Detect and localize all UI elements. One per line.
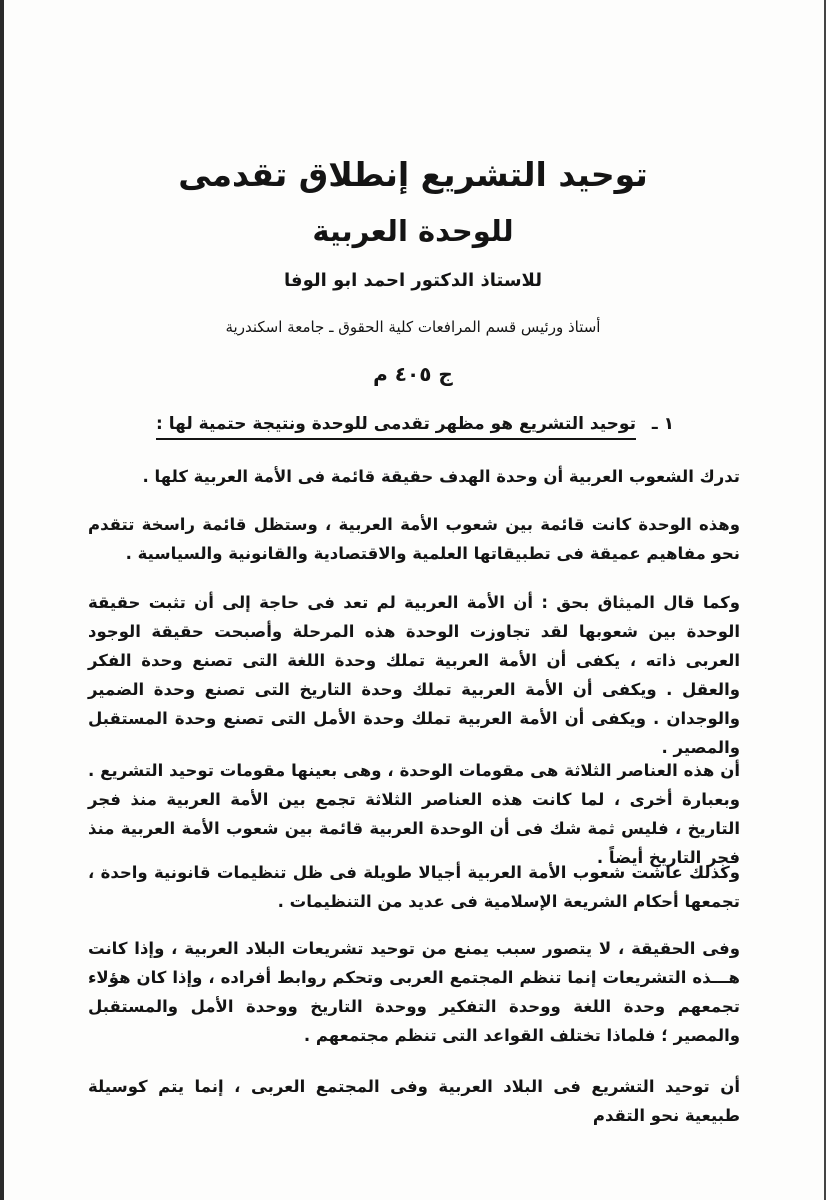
paragraph-7: أن توحيد التشريع فى البلاد العربية وفى المجتمع العربى ، إنما يتم كوسيلة طبيعية نحو التقدم xyxy=(88,1077,740,1125)
section-number: ١ ـ xyxy=(651,414,674,434)
paragraph-6: وفى الحقيقة ، لا يتصور سبب يمنع من توحيد تشريعات البلاد العربية ، وإذا كانت هـــذه التشريعات إنما تنظم المجتمع العربى وتحكم روابط أفراده ، وإذا كان هؤلاء تجمعهم وحدة اللغة ووحدة التفكير ووحدة التاريخ ووحدة الأمل والمستقبل والمصير ؛ فلماذا تختلف القواعد التى تنظم مجتمعهم . xyxy=(88,939,740,1045)
paragraph-5: وكذلك عاشت شعوب الأمة العربية أجيالا طويلة فى ظل تنظيمات قانونية واحدة ، تجمعها أحكام الشريعة الإسلامية فى عديد من التنظيمات . xyxy=(88,863,740,911)
paragraph-1: تدرك الشعوب العربية أن وحدة الهدف حقيقة قائمة فى الأمة العربية كلها . xyxy=(142,467,740,486)
section-heading xyxy=(134,414,674,434)
paragraph-2: وهذه الوحدة كانت قائمة بين شعوب الأمة العربية ، وستظل قائمة راسخة تتقدم نحو مفاهيم عميقة فى تطبيقاتها العلمية والاقتصادية والقانونية والسياسية . xyxy=(88,515,740,563)
title-line-1: توحيد التشريع إنطلاق تقدمى xyxy=(178,155,648,194)
paragraph-4: أن هذه العناصر الثلاثة هى مقومات الوحدة ، وهى بعينها مقومات توحيد التشريع . وبعبارة أخرى ، لما كانت هذه العناصر الثلاثة تجمع بين الأمة العربية منذ فجر التاريخ ، فليس ثمة شك فى أن الوحدة العربية قائمة بين شعوب الأمة العربية منذ فجر التاريخ أيضاً . xyxy=(88,761,740,867)
title-line-2: للوحدة العربية xyxy=(312,214,514,248)
paragraph-3: وكما قال الميثاق بحق : أن الأمة العربية لم تعد فى حاجة إلى أن تثبت حقيقة الوحدة بين شعوبها لقد تجاوزت الوحدة هذه المرحلة وأصبحت حقيقة الوجود العربى ذاته ، يكفى أن الأمة العربية تملك وحدة اللغة التى تصنع وحدة الفكر والعقل . ويكفى أن الأمة العربية تملك وحدة التاريخ التى تصنع وحدة الضمير والوجدان . ويكفى أن الأمة العربية تملك وحدة الأمل التى تصنع وحدة المستقبل والمصير . xyxy=(88,593,740,757)
author-name: للاستاذ الدكتور احمد ابو الوفا xyxy=(284,270,542,291)
document-code: ج ٤٠٥ م xyxy=(373,362,453,386)
section-heading-text: توحيد التشريع هو مظهر تقدمى للوحدة ونتيجة حتمية لها : xyxy=(156,414,636,440)
author-affiliation: أستاذ ورئيس قسم المرافعات كلية الحقوق ـ جامعة اسكندرية xyxy=(225,318,601,336)
